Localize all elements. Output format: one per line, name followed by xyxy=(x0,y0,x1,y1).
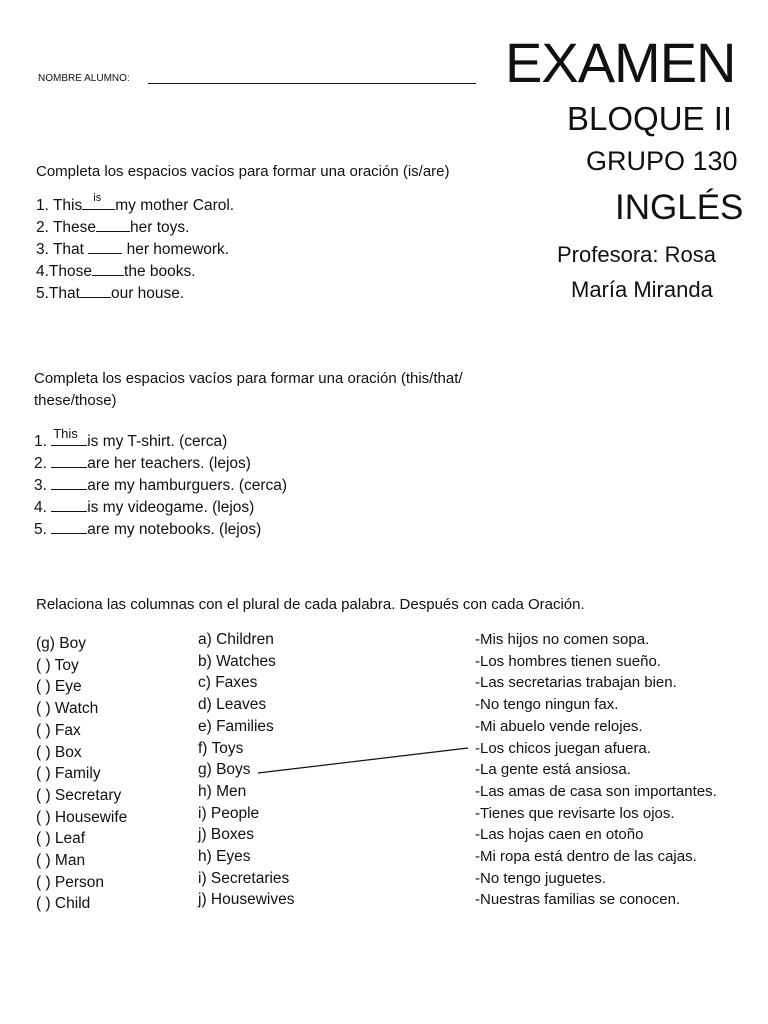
list-item: i) People xyxy=(198,804,260,822)
list-item: g) Boys xyxy=(198,761,251,779)
list-item: 5. are my notebooks. (lejos) xyxy=(34,521,262,538)
list-item[interactable]: ( ) Person xyxy=(36,873,105,891)
section3-instruction: Relaciona las columnas con el plural de cada palabra. Después con cada Oración. xyxy=(36,596,585,613)
list-item[interactable]: ( ) Housewife xyxy=(36,808,128,826)
list-item: f) Toys xyxy=(198,739,244,757)
list-item[interactable]: ( ) Secretary xyxy=(36,786,122,804)
subject-label: INGLÉS xyxy=(615,188,744,227)
list-item: 2. are her teachers. (lejos) xyxy=(34,455,251,472)
group-label: GRUPO 130 xyxy=(586,146,738,176)
list-item: 1. This is my T-shirt. (cerca) xyxy=(34,431,287,453)
list-item: i) Secretaries xyxy=(198,869,290,887)
list-item: -Las hojas caen en otoño xyxy=(475,826,644,844)
list-item[interactable]: ( ) Toy xyxy=(36,656,79,674)
list-item: -Tienes que revisarte los ojos. xyxy=(475,804,675,822)
list-item: -No tengo ningun fax. xyxy=(475,696,619,714)
instruction-line: these/those) xyxy=(34,392,117,409)
list-item: a) Children xyxy=(198,631,274,648)
list-item[interactable]: ( ) Leaf xyxy=(36,830,86,848)
list-item: 3. That her homework. xyxy=(36,241,230,258)
list-item: 4.Those the books. xyxy=(36,263,196,280)
list-item: j) Boxes xyxy=(198,826,254,844)
name-label: NOMBRE ALUMNO: xyxy=(38,73,130,84)
list-item: 1. This is my mother Carol. xyxy=(36,195,234,217)
list-item[interactable]: ( ) Eye xyxy=(36,678,82,696)
list-item: -La gente está ansiosa. xyxy=(475,761,631,779)
list-item: b) Watches xyxy=(198,652,276,670)
teacher-line1: Profesora: Rosa xyxy=(557,242,716,267)
list-item: -Mi abuelo vende relojes. xyxy=(475,717,643,735)
list-item: c) Faxes xyxy=(198,674,258,692)
list-item: d) Leaves xyxy=(198,696,267,714)
list-item: -Los hombres tienen sueño. xyxy=(475,652,661,670)
list-item[interactable]: ( ) Watch xyxy=(36,700,99,718)
list-item: -Mi ropa está dentro de las cajas. xyxy=(475,848,697,866)
list-item: 2. These her toys. xyxy=(36,219,190,236)
list-item: h) Men xyxy=(198,782,247,800)
instruction-line: Completa los espacios vacíos para formar una oración (this/that/ xyxy=(34,370,463,387)
list-item[interactable]: ( ) Box xyxy=(36,743,82,761)
list-item: 3. are my hamburguers. (cerca) xyxy=(34,477,288,494)
handwritten-answer: is xyxy=(93,192,102,204)
list-item: j) Housewives xyxy=(198,891,295,909)
exam-title: EXAMEN xyxy=(505,31,736,94)
list-item: 4. is my videogame. (lejos) xyxy=(34,499,255,516)
section1-instruction: Completa los espacios vacíos para formar una oración (is/are) xyxy=(36,163,450,180)
list-item[interactable]: ( ) Man xyxy=(36,852,86,870)
block-label: BLOQUE II xyxy=(567,100,733,137)
teacher-line2: María Miranda xyxy=(571,277,713,302)
list-item: h) Eyes xyxy=(198,848,251,866)
list-item: -Las amas de casa son importantes. xyxy=(475,782,717,800)
list-item[interactable]: (g) Boy xyxy=(36,635,86,652)
connector-line xyxy=(258,748,468,773)
list-item[interactable]: ( ) Child xyxy=(36,895,91,913)
list-item: -Los chicos juegan afuera. xyxy=(475,739,651,757)
list-item[interactable]: ( ) Family xyxy=(36,765,101,783)
list-item: e) Families xyxy=(198,717,274,735)
list-item: -No tengo juguetes. xyxy=(475,869,606,887)
list-item: 5.That our house. xyxy=(36,285,185,302)
list-item: -Nuestras familias se conocen. xyxy=(475,891,681,909)
list-item: -Las secretarias trabajan bien. xyxy=(475,674,677,692)
handwritten-answer: This xyxy=(53,426,78,441)
list-item[interactable]: ( ) Fax xyxy=(36,721,81,739)
list-item: -Mis hijos no comen sopa. xyxy=(475,631,650,648)
